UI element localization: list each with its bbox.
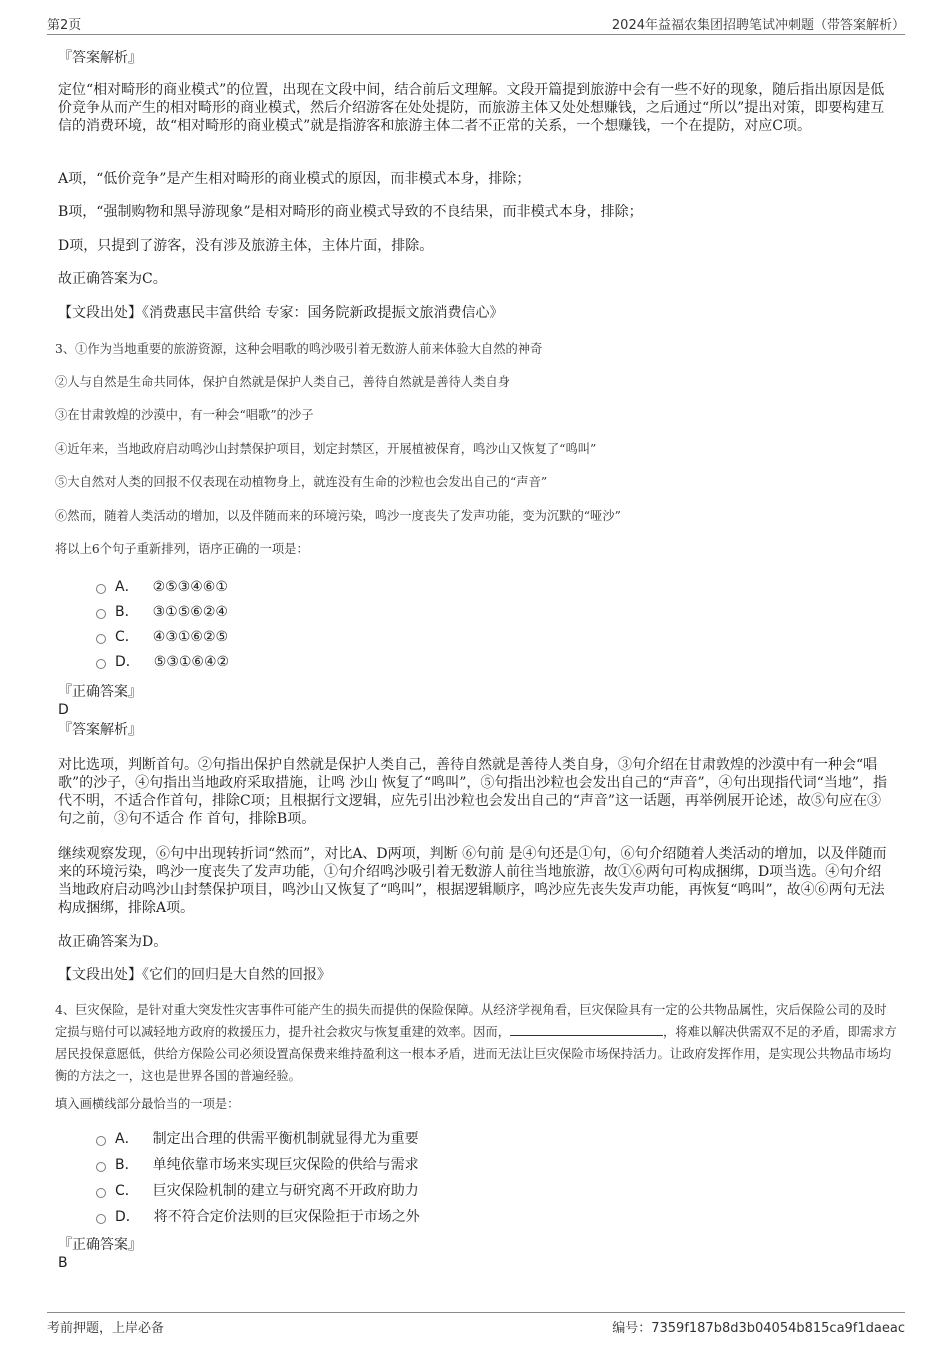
radio-icon[interactable] [96,634,106,644]
q2-analysis-option-a: A项，“低价竞争”是产生相对畸形的商业模式的原因，而非模式本身，排除； [58,171,531,187]
radio-icon[interactable] [96,584,106,594]
q4-answer: B [58,1255,68,1271]
q3-sentence-6: ⑥然而，随着人类活动的增加，以及伴随而来的环境污染，鸣沙一度丧失了发声功能，变为沉默的“哑沙” [55,509,621,523]
q3-conclusion: 故正确答案为D。 [58,934,168,950]
page-header [47,12,905,35]
radio-icon[interactable] [96,1188,106,1198]
q2-analysis-label: 『答案解析』 [58,50,142,66]
q3-analysis-paragraph-1: 对比选项，判断首句。②句指出保护自然就是保护人类自己，善待自然就是善待人类自身，③句介绍在甘肃敦煌的沙漠中有一种会“唱歌”的沙子，④句指出当地政府采取措施，让鸣 沙山 恢复了“鸣叫”，⑤句指出沙粒也会发出自己的“声音”，④句出现指代词“当地”，指代不明，不适合作首句，排除C项；且根据行文逻辑，应先引出沙粒也会发出自己的“声音”这一话题，再举例展开论述，故⑤句应在③句之前，③句不适合 作 首句，排除B项。 [58,757,887,827]
document-serial: 编号：7359f187b8d3b04054b815ca9f1daeac [612,1321,905,1336]
q3-answer-label: 『正确答案』 [58,684,142,700]
q3-option-a[interactable]: A． ②⑤③④⑥① [96,577,228,597]
page-footer [47,1312,905,1335]
q3-sentence-1: 3、①作为当地重要的旅游资源，这种会唱歌的鸣沙吸引着无数游人前来体验大自然的神奇 [55,342,543,356]
radio-icon[interactable] [96,1214,106,1224]
q3-answer: D [58,702,69,718]
q2-analysis-paragraph: 定位“相对畸形的商业模式”的位置，出现在文段中间，结合前后文理解。文段开篇提到旅游中会有一些不好的现象，随后指出原因是低价竞争从而产生的相对畸形的商业模式，然后介绍游客在处处提防，而旅游主体又处处想赚钱，之后通过“所以”提出对策，即要构建互信的消费环境，故“相对畸形的商业模式”就是指游客和旅游主体二者不正常的关系，一个想赚钱，一个在提防，对应C项。 [58,82,885,134]
q3-sentence-5: ⑤大自然对人类的回报不仅表现在动植物身上，就连没有生命的沙粒也会发出自己的“声音” [55,475,548,489]
q4-answer-blank [510,1023,663,1036]
q4-stem-after: ，将难以解决供需双不足的矛盾，即需求方居民投保意愿低，供给方保险公司必须设置高保费来维持盈利这一根本矛盾，进而无法让巨灾保险市场保持活力。让政府发挥作用，是实现公共物品市场均衡的方法之一，这也是世界各国的普遍经验。 [55,1025,897,1083]
q3-sentence-4: ④近年来，当地政府启动鸣沙山封禁保护项目，划定封禁区，开展植被保育，鸣沙山又恢复了“鸣叫” [55,442,597,456]
q4-stem [55,999,897,1087]
radio-icon[interactable] [96,1136,106,1146]
q3-source: 【文段出处】《它们的回归是大自然的回报》 [58,967,331,983]
q4-option-c[interactable]: C． 巨灾保险机制的建立与研究离不开政府助力 [96,1181,419,1201]
q2-source: 【文段出处】《消费惠民丰富供给 专家：国务院新政提振文旅消费信心》 [58,305,504,321]
q3-analysis-label: 『答案解析』 [58,722,142,738]
q3-option-b[interactable]: B． ③①⑤⑥②④ [96,602,228,622]
q3-option-d[interactable]: D． ⑤③①⑥④② [96,652,229,672]
q3-sentence-2: ②人与自然是生命共同体，保护自然就是保护人类自己，善待自然就是善待人类自身 [55,375,510,389]
page-number-label: 第2页 [47,18,82,33]
q4-option-a[interactable]: A． 制定出合理的供需平衡机制就显得尤为重要 [96,1129,419,1149]
q2-analysis-option-b: B项，“强制购物和黑导游现象”是相对畸形的商业模式导致的不良结果，而非模式本身，排除； [58,204,643,220]
footer-slogan: 考前押题，上岸必备 [47,1321,165,1336]
q2-conclusion: 故正确答案为C。 [58,271,167,287]
document-title: 2024年益福农集团招聘笔试冲刺题（带答案解析） [611,18,905,33]
q4-option-b[interactable]: B． 单纯依靠市场来实现巨灾保险的供给与需求 [96,1155,419,1175]
q3-sentence-3: ③在甘肃敦煌的沙漠中，有一种会“唱歌”的沙子 [55,408,314,422]
q4-option-d[interactable]: D． 将不符合定价法则的巨灾保险拒于市场之外 [96,1207,420,1227]
radio-icon[interactable] [96,1162,106,1172]
q3-prompt: 将以上6个句子重新排列，语序正确的一项是： [55,542,309,556]
radio-icon[interactable] [96,609,106,619]
q3-analysis-paragraph-2: 继续观察发现，⑥句中出现转折词“然而”，对比A、D两项，判断 ⑥句前 是④句还是①句，⑥句介绍随着人类活动的增加，以及伴随而来的环境污染，鸣沙一度丧失了发声功能，①句介绍鸣沙吸引着无数游人前往当地旅游，故①⑥两句可构成捆绑，D项当选。④句介绍当地政府启动鸣沙山封禁保护项目，鸣沙山又恢复了“鸣叫”，根据逻辑顺序，鸣沙应先丧失发声功能，再恢复“鸣叫”，故④⑥两句无法构成捆绑，排除A项。 [58,846,887,916]
q2-analysis-option-d: D项，只提到了游客，没有涉及旅游主体，主体片面，排除。 [58,238,434,254]
q3-option-c[interactable]: C． ④③①⑥②⑤ [96,627,228,647]
q4-answer-label: 『正确答案』 [58,1237,142,1253]
q4-stem-before: 4、巨灾保险，是针对重大突发性灾害事件可能产生的损失而提供的保险保障。从经济学视角看，巨灾保险具有一定的公共物品属性，灾后保险公司的及时定损与赔付可以减轻地方政府的救援压力，提升社会救灾与恢复重建的效率。因而， [55,1003,887,1039]
q4-prompt: 填入画横线部分最恰当的一项是： [55,1097,240,1111]
radio-icon[interactable] [96,659,106,669]
